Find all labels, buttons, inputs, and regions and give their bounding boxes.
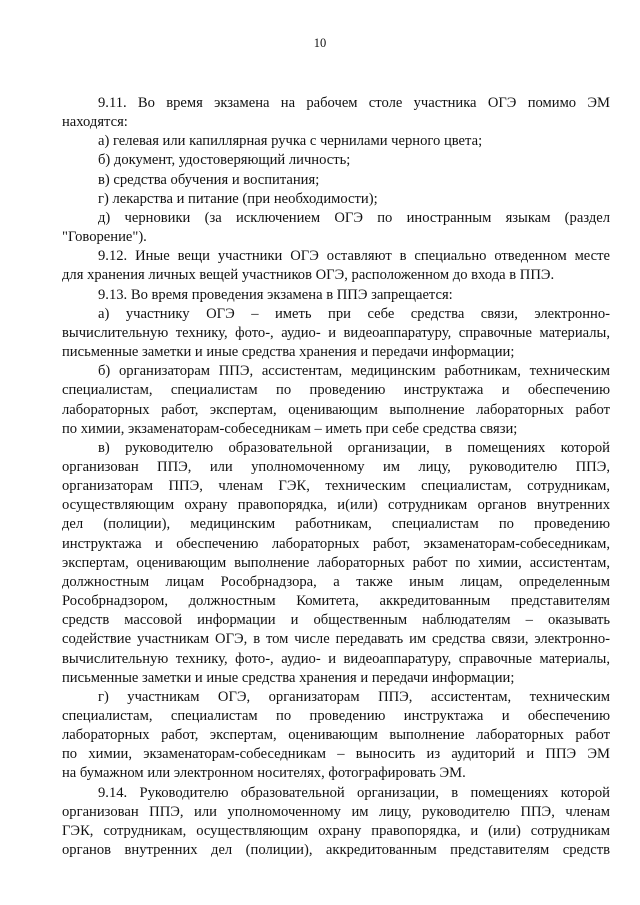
paragraph-9-13-intro: 9.13. Во время проведения экзамена в ППЭ запрещается: xyxy=(98,286,453,303)
list-item-9-13-v-line-13: письменные заметки и иные средства хранения и передачи информации; xyxy=(62,669,515,686)
list-item-9-11-a: а) гелевая или капиллярная ручка с чернилами черного цвета; xyxy=(98,133,483,150)
list-item-9-13-v-line-9: Рособрнадзором, должностным Комитета, аккредитованным представителям xyxy=(62,593,610,610)
list-item-9-11-d-line-1: д) черновики (за исключением ОГЭ по иностранным языкам (раздел xyxy=(98,209,610,226)
list-item-9-13-g-line-2: специалистам, специалистам по проведению инструктажа и обеспечению xyxy=(62,708,610,724)
paragraph-9-12-line-1: 9.12. Иные вещи участники ОГЭ оставляют в специально отведенном месте xyxy=(98,248,610,265)
list-item-9-13-v-line-8: должностным лицам Рособрнадзора, а также иным лицам, определенным xyxy=(62,573,610,590)
paragraph-9-11-line-2: находятся: xyxy=(62,114,128,131)
list-item-9-13-a-line-1: а) участнику ОГЭ – иметь при себе средства связи, электронно- xyxy=(98,305,610,322)
list-item-9-13-v-line-4: осуществляющим охрану правопорядка, и(или) сотрудникам органов внутренних xyxy=(62,497,610,514)
list-item-9-13-v-line-11: содействие участникам ОГЭ, в том числе передавать им средства связи, электронно- xyxy=(62,631,610,648)
list-item-9-13-v-line-1: в) руководителю образовательной организации, в помещениях которой xyxy=(98,439,610,456)
paragraph-9-14-line-2: организован ППЭ, или уполномоченному им лицу, руководителю ППЭ, членам xyxy=(62,803,610,820)
paragraph-9-14-line-4: органов внутренних дел (полиции), аккредитованным представителям средств xyxy=(62,842,610,859)
list-item-9-13-b-line-2: специалистам, специалистам по проведению инструктажа и обеспечению xyxy=(62,382,610,399)
list-item-9-13-v-line-3: организаторам ППЭ, членам ГЭК, техническим специалистам, сотрудникам, xyxy=(62,478,610,495)
list-item-9-13-v-line-6: инструктажа и обеспечению лабораторных работ, экзаменаторам-собеседникам, xyxy=(62,535,610,552)
list-item-9-13-g-line-5: на бумажном или электронном носителях, фотографировать ЭМ. xyxy=(62,765,466,782)
document-body xyxy=(62,94,610,860)
list-item-9-13-b-line-1: б) организаторам ППЭ, ассистентам, медицинским работникам, техническим xyxy=(98,363,610,380)
list-item-9-11-v: в) средства обучения и воспитания; xyxy=(98,171,320,188)
list-item-9-11-b: б) документ, удостоверяющий личность; xyxy=(98,152,351,169)
paragraph-9-14-line-1: 9.14. Руководителю образовательной организации, в помещениях которой xyxy=(98,784,610,801)
list-item-9-13-a-line-2: вычислительную технику, фото-, аудио- и видеоаппаратуру, справочные материалы, xyxy=(62,324,610,341)
list-item-9-13-g-line-3: лабораторных работ, экспертам, оценивающим выполнение лабораторных работ xyxy=(62,727,610,744)
list-item-9-13-v-line-7: экспертам, оценивающим выполнение лабораторных работ по химии, ассистентам, xyxy=(62,554,610,571)
list-item-9-13-g-line-4: по химии, экзаменаторам-собеседникам – выносить из аудиторий и ППЭ ЭМ xyxy=(62,746,610,763)
list-item-9-13-v-line-5: дел (полиции), медицинским работникам, специалистам по проведению xyxy=(62,516,610,533)
paragraph-9-12-line-2: для хранения личных вещей участников ОГЭ, расположенном до входа в ППЭ. xyxy=(62,267,555,284)
paragraph-9-14-line-3: ГЭК, сотрудникам, осуществляющим охрану правопорядка, и (или) сотрудникам xyxy=(62,822,610,839)
page-number: 10 xyxy=(313,36,327,50)
list-item-9-13-b-line-4: по химии, экзаменаторам-собеседникам – иметь при себе средства связи; xyxy=(62,420,518,437)
list-item-9-13-v-line-2: организован ППЭ, или уполномоченному им лицу, руководителю ППЭ, xyxy=(62,458,610,475)
list-item-9-13-g-line-1: г) участникам ОГЭ, организаторам ППЭ, ассистентам, техническим xyxy=(98,688,610,705)
list-item-9-11-d-line-2: "Говорение"). xyxy=(62,229,147,246)
list-item-9-13-b-line-3: лабораторных работ, экспертам, оценивающим выполнение лабораторных работ xyxy=(62,401,610,418)
paragraph-9-11-line-1: 9.11. Во время экзамена на рабочем столе участника ОГЭ помимо ЭМ xyxy=(98,95,610,111)
list-item-9-13-v-line-12: вычислительную технику, фото-, аудио- и видеоаппаратуру, справочные материалы, xyxy=(62,650,610,667)
list-item-9-13-a-line-3: письменные заметки и иные средства хранения и передачи информации; xyxy=(62,344,515,361)
list-item-9-13-v-line-10: средств массовой информации и общественным наблюдателям – оказывать xyxy=(62,612,610,629)
list-item-9-11-g: г) лекарства и питание (при необходимости); xyxy=(98,190,378,207)
